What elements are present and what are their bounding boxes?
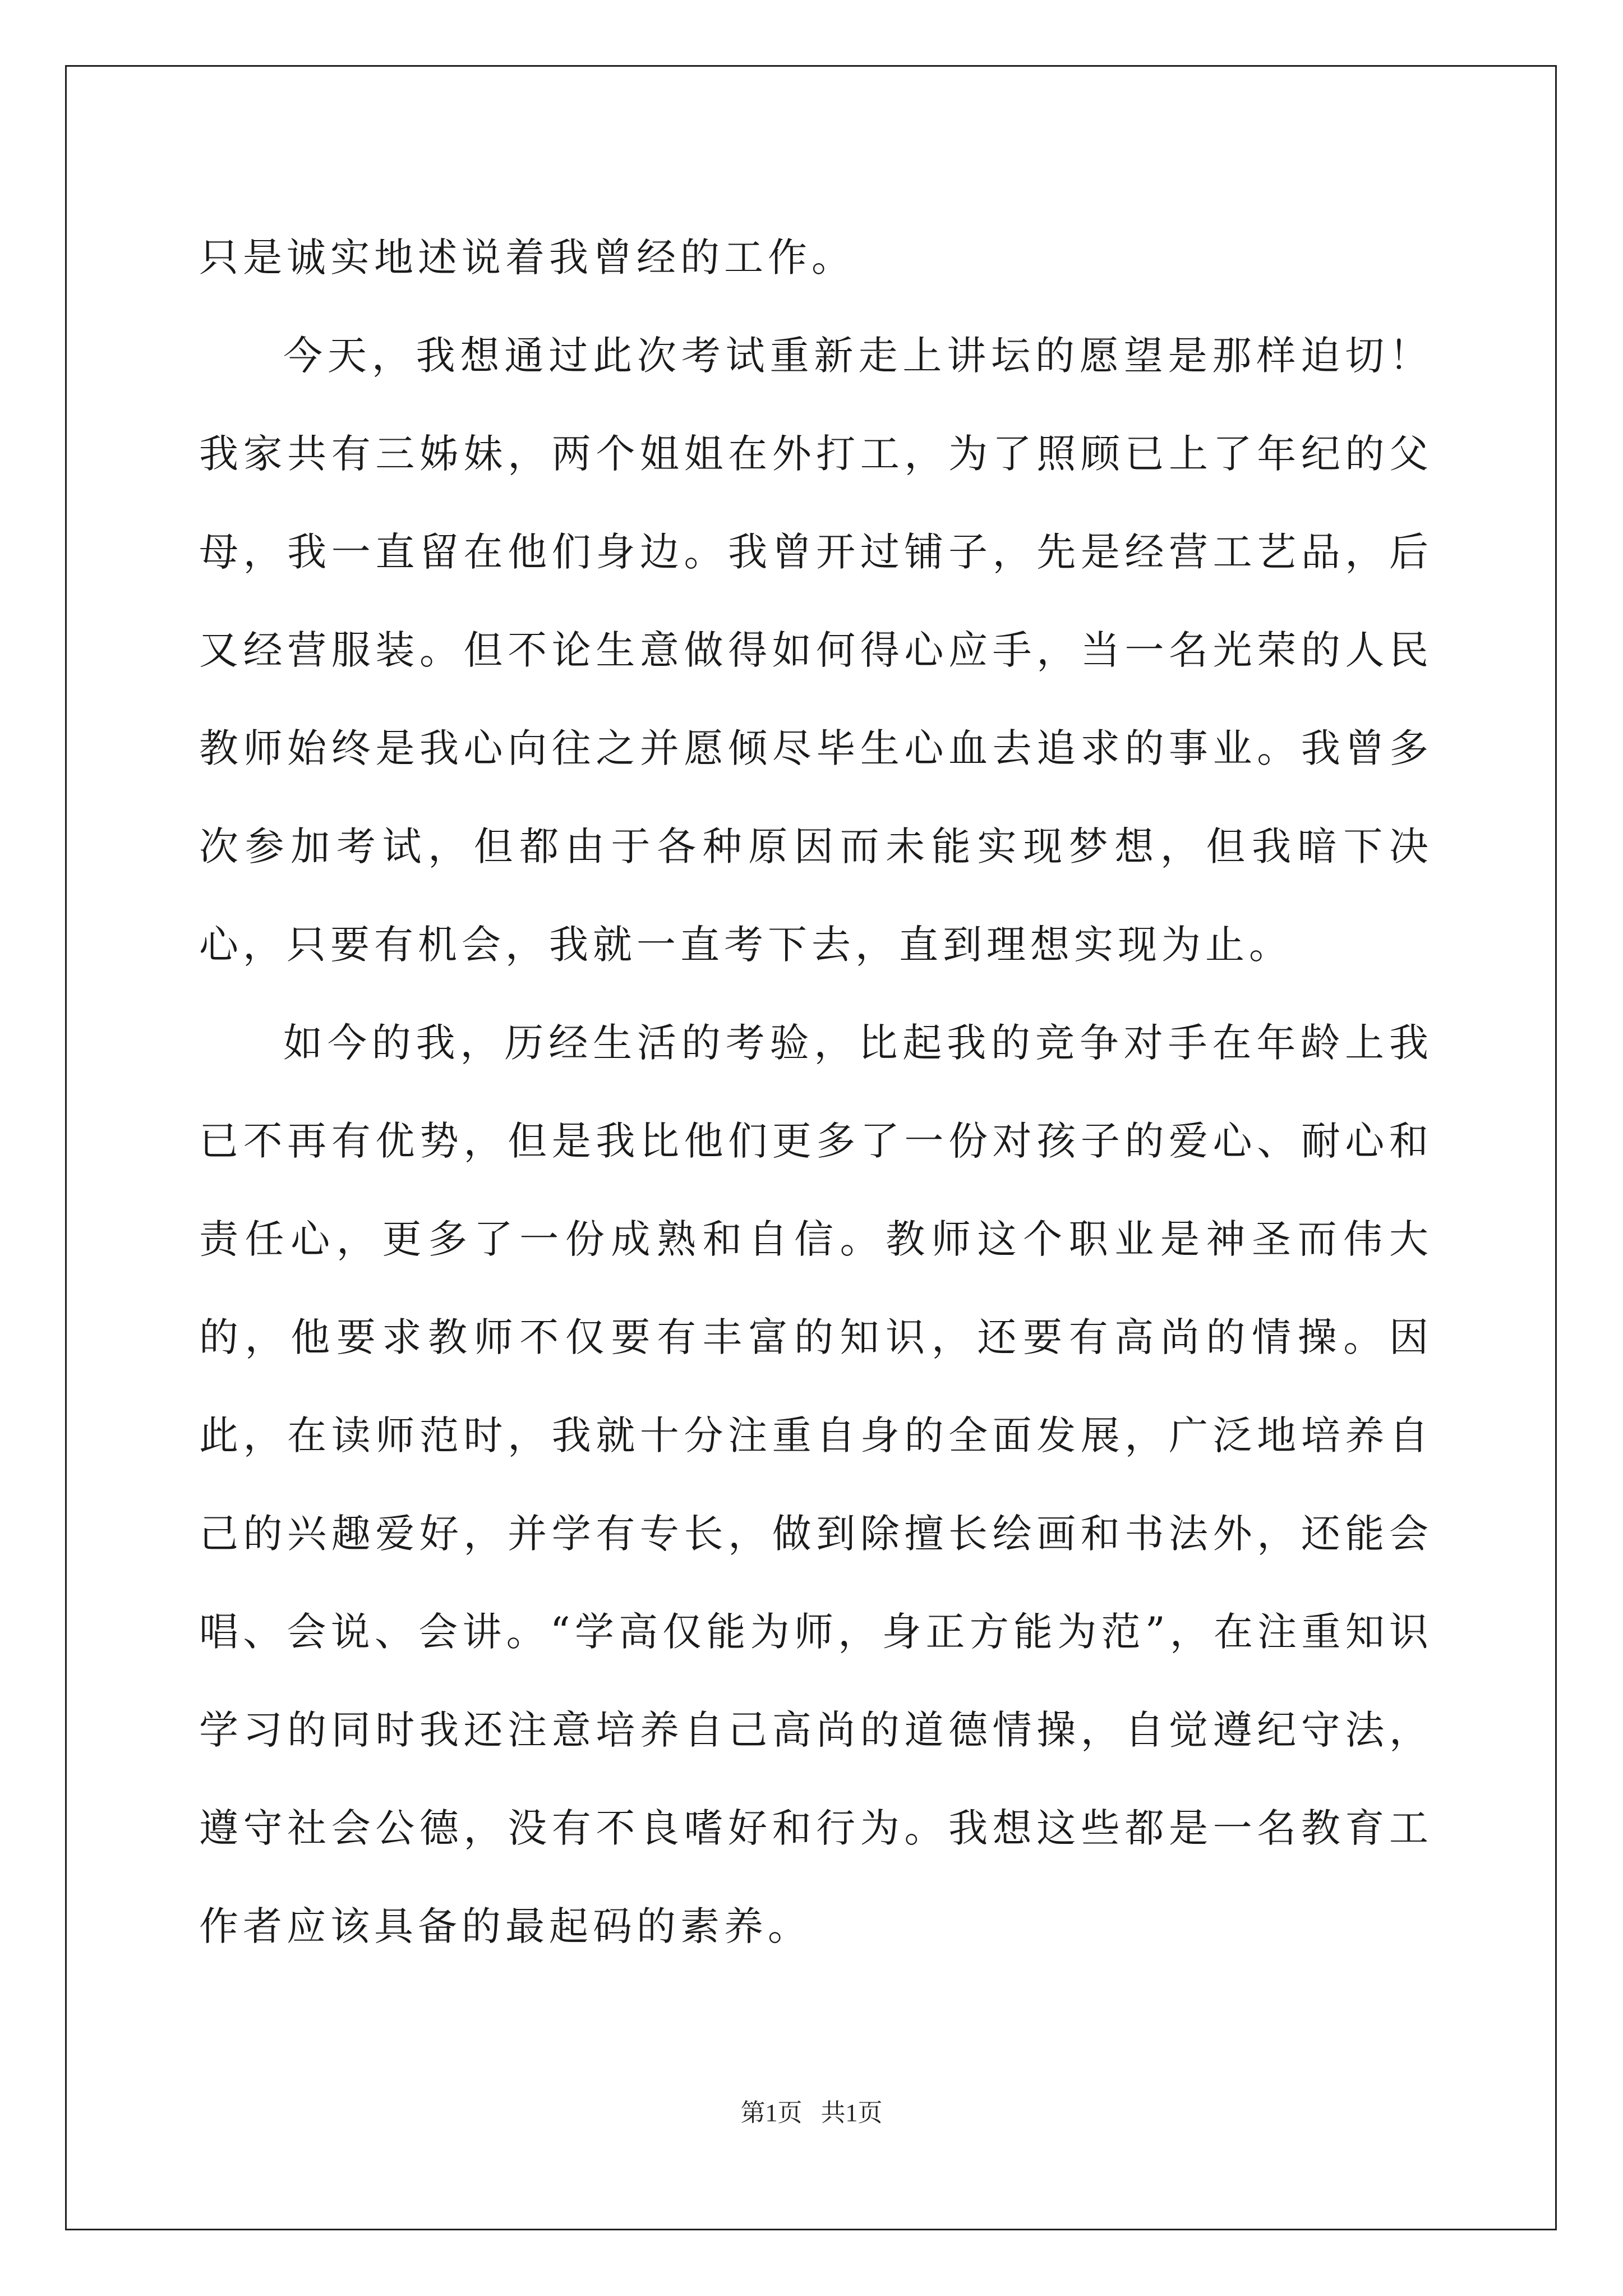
paragraph-2: 今天，我想通过此次考试重新走上讲坛的愿望是那样迫切！我家共有三姊妹，两个姐姐在外打工，为了照顾已上了年纪的父母，我一直留在他们身边。我曾开过铺子，先是经营工艺品，后又经营服装。但不论生意做得如何得心应手，当一名光荣的人民教师始终是我心向往之并愿倾尽毕生心血去追求的事业。我曾多次参加考试，但都由于各种原因而未能实现梦想，但我暗下决心，只要有机会，我就一直考下去，直到理想实现为止。 <box>199 333 1433 968</box>
page-footer: 第1页 共1页 <box>740 2099 883 2127</box>
paragraph-3: 如今的我，历经生活的考验，比起我的竞争对手在年龄上我已不再有优势，但是我比他们更多了一份对孩子的爱心、耐心和责任心，更多了一份成熟和自信。教师这个职业是神圣而伟大的，他要求教师不仅要有丰富的知识，还要有高尚的情操。因此，在读师范时，我就十分注重自身的全面发展，广泛地培养自己的兴趣爱好，并学有专长，做到除擅长绘画和书法外，还能会唱、会说、会讲。“学高仅能为师，身正方能为范”，在注重知识学习的同时我还注意培养自己高尚的道德情操，自觉遵纪守法，遵守社会公德，没有不良嗜好和行为。我想这些都是一名教育工作者应该具备的最起码的素养。 <box>199 1020 1433 1949</box>
document-body <box>199 209 1433 1976</box>
paragraph-1: 只是诚实地述说着我曾经的工作。 <box>199 234 855 280</box>
